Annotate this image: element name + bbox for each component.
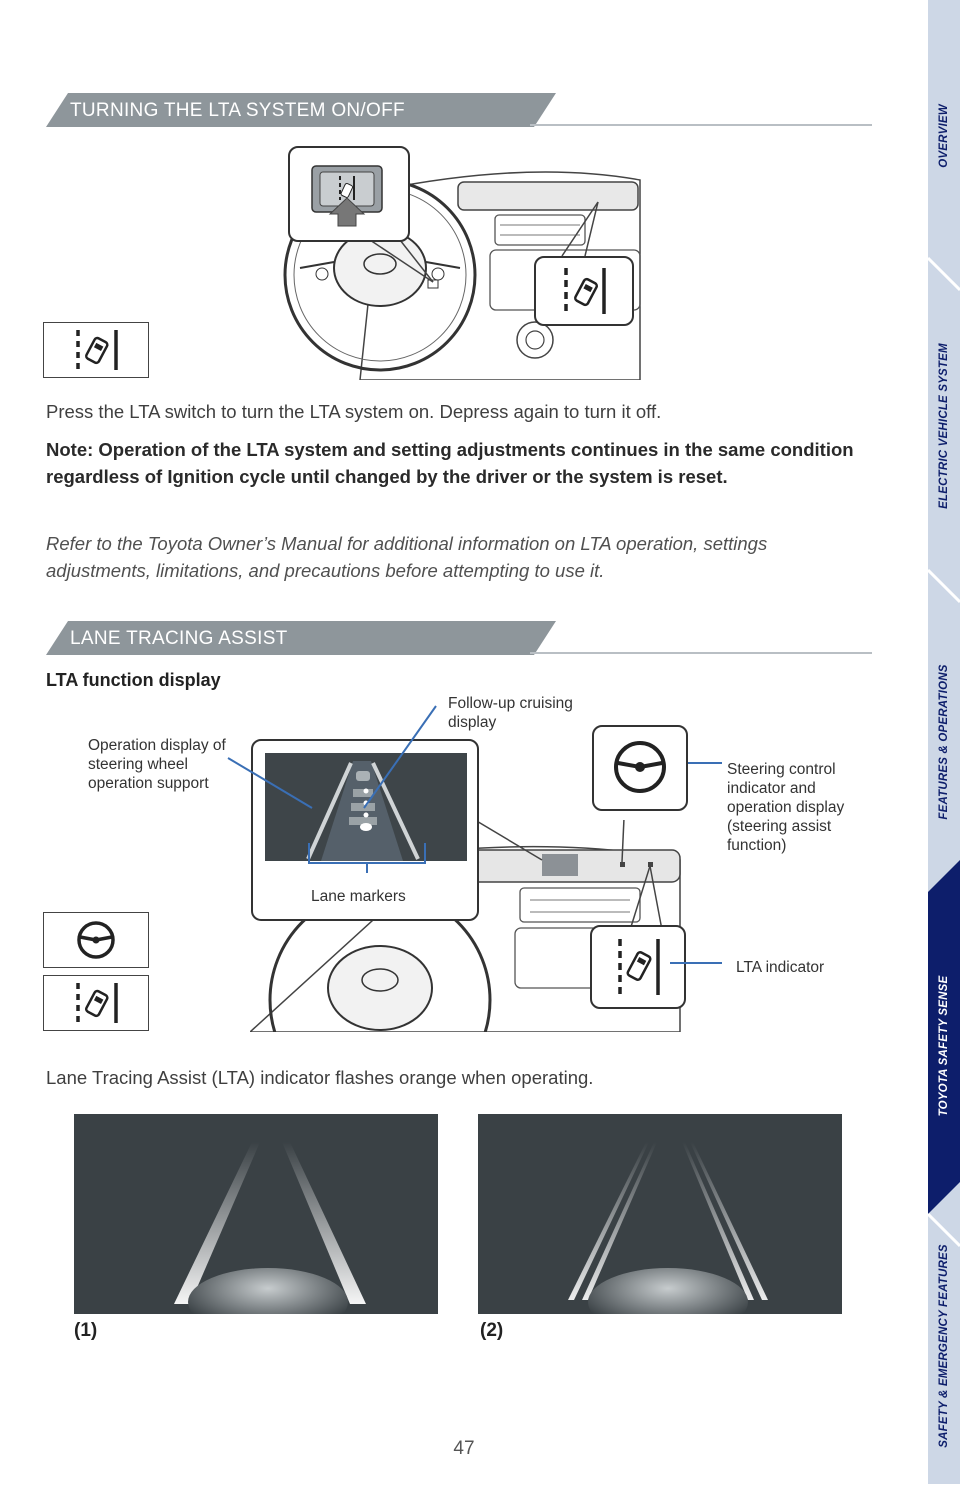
lta-indicator-description: Lane Tracing Assist (LTA) indicator flashes orange when operating. [46,1067,594,1088]
lta-icon-box [43,975,149,1031]
tab-features-operations[interactable]: FEATURES & OPERATIONS [938,664,950,820]
steering-assist-icon-box [43,912,149,968]
lane-display-image-2 [478,1114,842,1314]
lane-markers-label: Lane markers [311,888,406,905]
banner-title: TURNING THE LTA SYSTEM ON/OFF [70,100,405,121]
banner-title: LANE TRACING ASSIST [70,628,288,649]
figure-label-1: (1) [74,1320,98,1341]
operation-display-label: Operation display of steering wheel operation support [88,737,226,792]
tab-electric-vehicle-system[interactable]: ELECTRIC VEHICLE SYSTEM [938,343,950,509]
lta-operation-note: Note: Operation of the LTA system and setting adjustments continues in the same condition regardless of Ignition cycle until changed by the driver or the system is reset. [46,439,854,487]
lta-indicator-label: LTA indicator [736,959,825,976]
double-lane-line-display [478,1114,842,1314]
tab-toyota-safety-sense[interactable]: TOYOTA SAFETY SENSE [938,975,950,1117]
section-sidebar [928,0,960,1484]
lane-display-image-1 [74,1114,438,1314]
lane-assist-icon [44,976,148,1030]
single-lane-line-display [74,1114,438,1314]
lta-function-display-heading: LTA function display [46,670,221,690]
page-number: 47 [453,1438,475,1459]
figure-label-2: (2) [480,1320,504,1341]
owners-manual-reference: Refer to the Toyota Owner’s Manual for additional information on LTA operation, settings adjustments, limitations, and precautions before attempting to use it. [46,533,768,581]
tab-safety-emergency-features[interactable]: SAFETY & EMERGENCY FEATURES [938,1244,950,1448]
steering-wheel-icon [44,913,148,967]
follow-up-cruising-label: Follow-up cruising display [448,695,573,731]
lta-switch-instructions: Press the LTA switch to turn the LTA system on. Depress again to turn it off. [46,401,662,422]
steering-control-label: Steering control indicator and operation display (steering assist function) [727,761,845,854]
tab-overview[interactable]: OVERVIEW [938,104,950,168]
